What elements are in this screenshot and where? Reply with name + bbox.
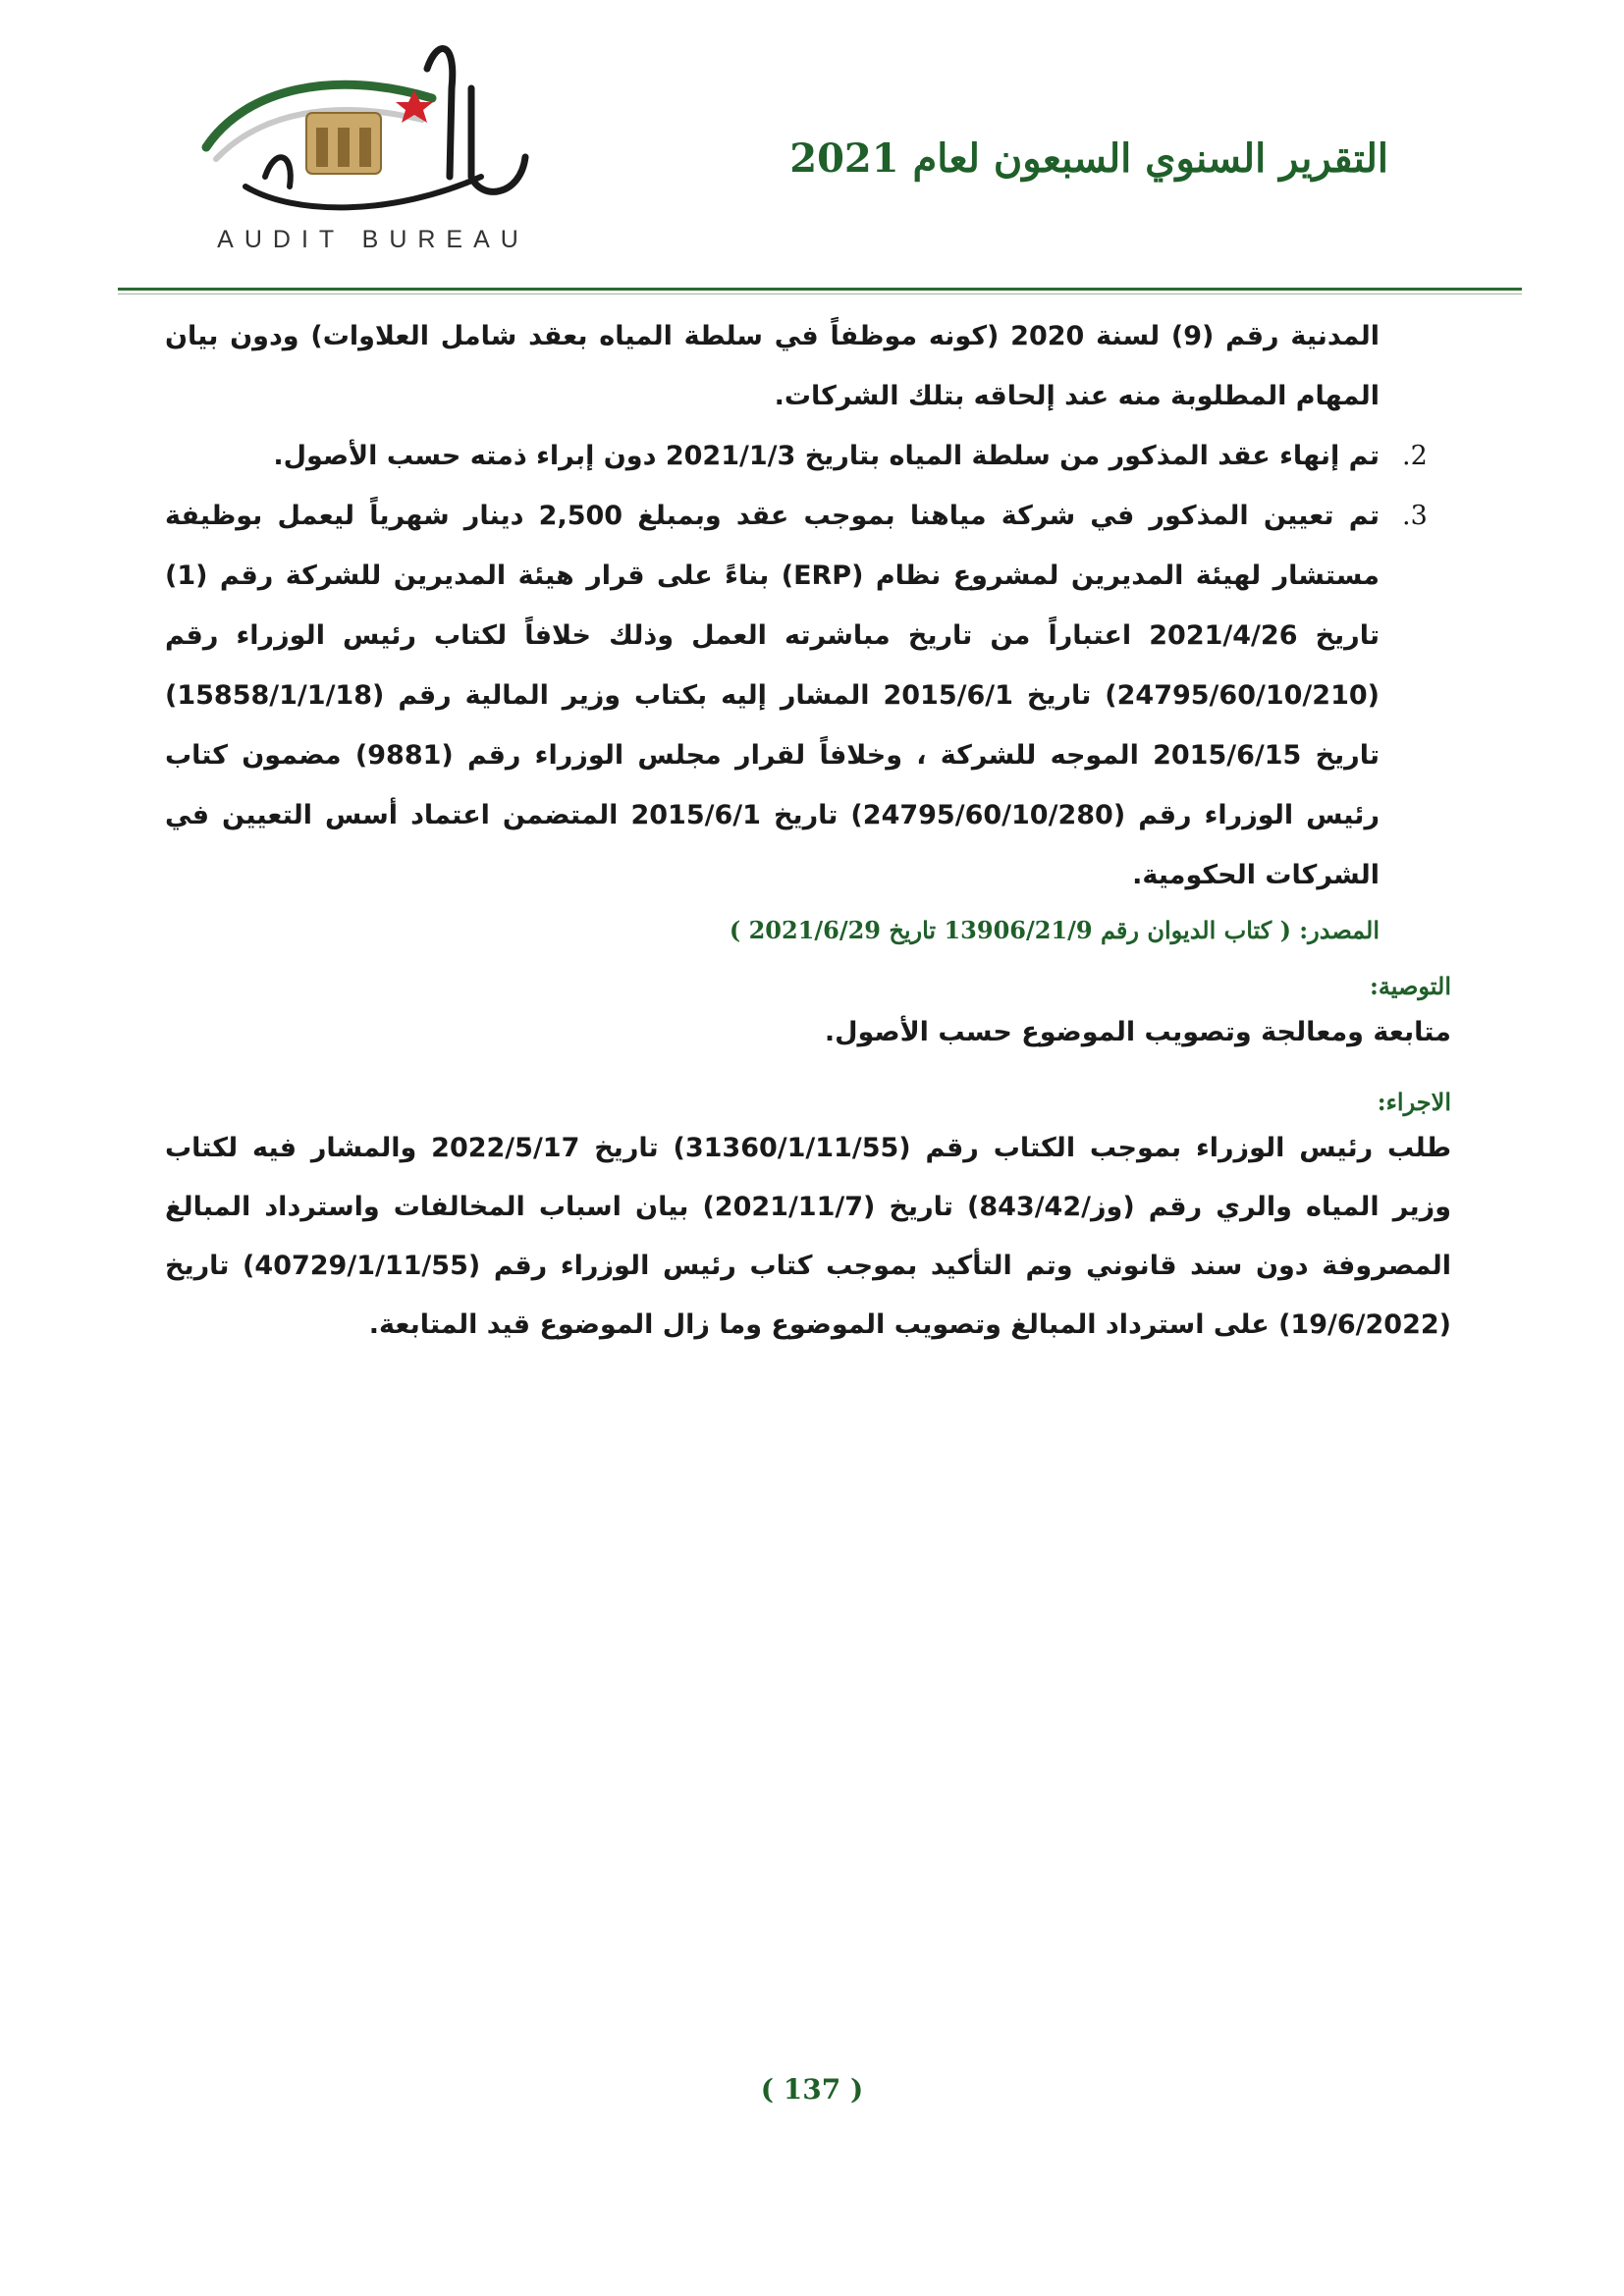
document-body xyxy=(165,306,1451,1355)
report-title: التقرير السنوي السبعون لعام 2021 xyxy=(789,135,1388,182)
action-title: الاجراء: xyxy=(1377,1088,1451,1116)
continuation-paragraph: المدنية رقم (9) لسنة 2020 (كونه موظفاً في سلطة المياه بعقد شامل العلاوات) ودون بيان المهام المطلوبة منه عند إلحاقه بتلك الشركات. xyxy=(165,321,1380,411)
recommendation-text: متابعة ومعالجة وتصويب الموضوع حسب الأصول. xyxy=(824,1017,1451,1047)
audit-bureau-logo xyxy=(187,29,560,265)
list-item-3-text: تم تعيين المذكور في شركة مياهنا بموجب عقد وبمبلغ 2,500 دينار شهرياً ليعمل بوظيفة مستشار لهيئة المديرين لمشروع نظام (ERP) بناءً على قرار هيئة المديرين للشركة رقم (1) تاريخ 2021/4/26 اعتباراً من تاريخ مباشرته العمل وذلك خلافاً لكتاب رئيس الوزراء رقم (24795/60/10/210) تاريخ 2015/6/1 المشار إليه بكتاب وزير المالية رقم (15858/1/1/18) تاريخ 2015/6/15 الموجه للشركة ، وخلافاً لقرار مجلس الوزراء رقم (9881) مضمون كتاب رئيس الوزراء رقم (24795/60/10/280) تاريخ 2015/6/1 المتضمن اعتماد أسس التعيين في الشركات الحكومية. xyxy=(165,501,1380,890)
header-divider xyxy=(118,288,1522,291)
list-item-2 xyxy=(165,426,1451,486)
list-item-3 xyxy=(165,486,1451,905)
list-item-2-text: تم إنهاء عقد المذكور من سلطة المياه بتاريخ 2021/1/3 دون إبراء ذمته حسب الأصول. xyxy=(273,441,1380,471)
page-number: ( 137 ) xyxy=(760,2073,864,2106)
action-text: طلب رئيس الوزراء بموجب الكتاب رقم (31360/1/11/55) تاريخ 2022/5/17 والمشار فيه لكتاب وزير المياه والري رقم (وز/843/42) تاريخ (2021/11/7) بيان اسباب المخالفات واسترداد المبالغ المصروفة دون سند قانوني وتم التأكيد بموجب كتاب رئيس الوزراء رقم (40729/1/11/55) تاريخ (19/6/2022) على استرداد المبالغ وتصويب الموضوع وما زال الموضوع قيد المتابعة. xyxy=(165,1133,1451,1340)
logo-emblem-icon xyxy=(187,29,560,226)
list-number-3: 3. xyxy=(1402,501,1428,531)
logo-subtitle: AUDIT BUREAU xyxy=(217,226,529,253)
page-header xyxy=(0,0,1624,294)
source-reference: المصدر: ( كتاب الديوان رقم 13906/21/9 تاريخ 2021/6/29 ) xyxy=(729,916,1380,944)
list-number-2: 2. xyxy=(1402,441,1428,471)
recommendation-title: التوصية: xyxy=(1370,972,1451,1000)
